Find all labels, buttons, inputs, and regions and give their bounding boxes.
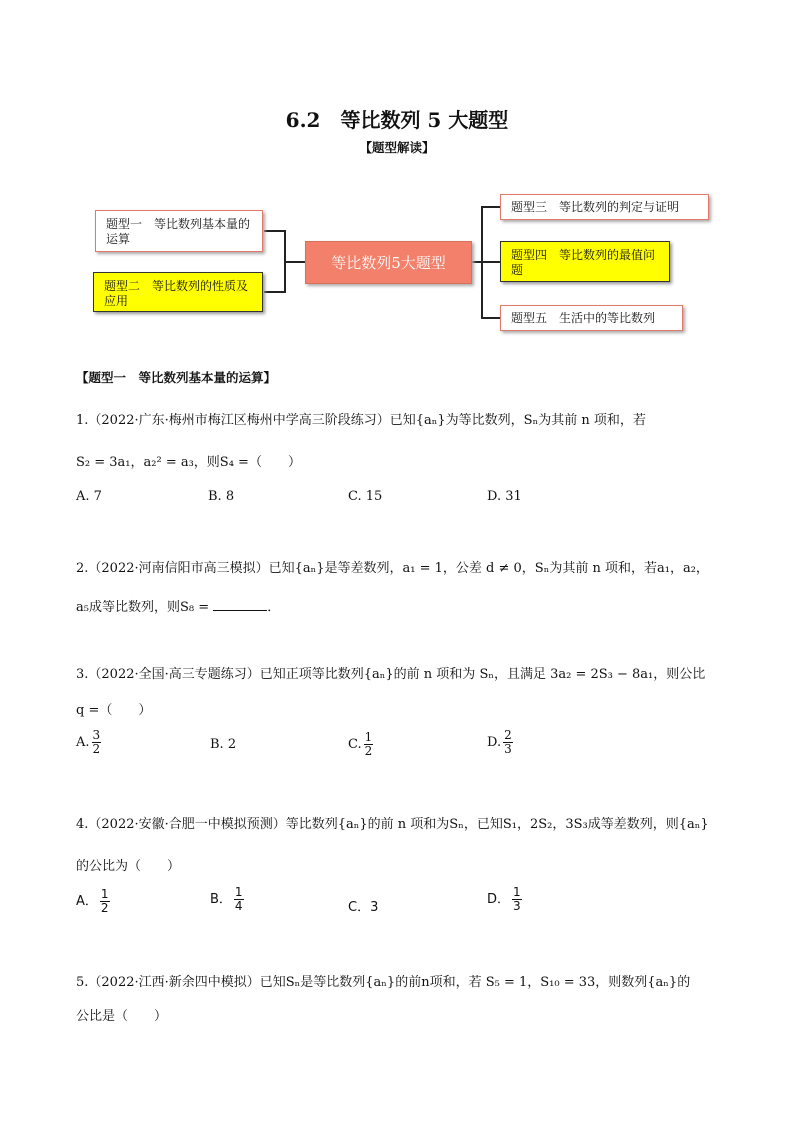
q3-option-a: A. $\frac{3}{2}$ bbox=[76, 728, 101, 756]
q5-line2: 公比是（ ） bbox=[76, 1009, 168, 1024]
q1-option-b: B. 8 bbox=[208, 489, 235, 504]
q4-option-a: A． $\frac{1}{2}$ bbox=[76, 887, 109, 915]
section-heading: 【题型一 等比数列基本量的运算】 bbox=[76, 370, 277, 385]
mindmap-node-type2: 题型二 等比数列的性质及应用 bbox=[93, 272, 263, 312]
q1-option-c: C. 15 bbox=[348, 489, 383, 504]
page-subtitle: 【题型解读】 bbox=[359, 140, 435, 155]
q5-line1: 5.（2022·江西·新余四中模拟）已知Sₙ是等比数列{aₙ}的前n项和，若 S₅ = 1，S₁₀ = 33，则数列{aₙ}的 bbox=[76, 975, 691, 990]
q4-line1: 4.（2022·安徽·合肥一中模拟预测）等比数列{aₙ}的前 n 项和为Sₙ，已知S₁，2S₂，3S₃成等差数列，则{aₙ} bbox=[76, 817, 709, 832]
q2-answer-blank[interactable] bbox=[213, 600, 267, 611]
page-title: 6.2 等比数列 5 大题型 bbox=[285, 108, 509, 132]
q4-option-c: C．3 bbox=[348, 900, 379, 915]
q3-line2: q =（ ） bbox=[76, 703, 152, 718]
q3-line1: 3.（2022·全国·高三专题练习）已知正项等比数列{aₙ}的前 n 项和为 Sₙ，且满足 3a₂ = 2S₃ − 8a₁，则公比 bbox=[76, 667, 706, 682]
q3-option-c: C. $\frac{1}{2}$ bbox=[348, 730, 373, 758]
q4-line2: 的公比为（ ） bbox=[76, 859, 181, 874]
q3-option-b: B. 2 bbox=[210, 737, 237, 752]
q2-line2-text: a₅成等比数列，则S₈ = bbox=[76, 600, 210, 615]
q1-line2: S₂ = 3a₁，a₂² = a₃，则S₄ =（ ） bbox=[76, 455, 301, 470]
q4-option-d: D． $\frac{1}{3}$ bbox=[487, 885, 521, 913]
left-bracket-line bbox=[264, 231, 285, 292]
q2-line2-end: ． bbox=[267, 600, 281, 615]
q1-line1: 1.（2022·广东·梅州市梅江区梅州中学高三阶段练习）已知{aₙ}为等比数列，Sₙ为其前 n 项和，若 bbox=[76, 413, 646, 428]
mindmap-node-type5: 题型五 生活中的等比数列 bbox=[500, 305, 683, 331]
q1-option-a: A. 7 bbox=[76, 489, 102, 504]
q4-option-b: B． $\frac{1}{4}$ bbox=[210, 885, 243, 913]
q2-line1: 2.（2022·河南信阳市高三模拟）已知{aₙ}是等差数列，a₁ = 1，公差 d ≠ 0，Sₙ为其前 n 项和，若a₁，a₂， bbox=[76, 561, 709, 576]
mindmap-node-type1: 题型一 等比数列基本量的运算 bbox=[95, 210, 263, 252]
q3-option-d: D. $\frac{2}{3}$ bbox=[487, 728, 512, 756]
mindmap-center-node: 等比数列5大题型 bbox=[305, 241, 472, 284]
q1-option-d: D. 31 bbox=[487, 489, 522, 504]
q2-line2 bbox=[76, 596, 280, 615]
mindmap-node-type4: 题型四 等比数列的最值问题 bbox=[500, 241, 670, 282]
mindmap-node-type3: 题型三 等比数列的判定与证明 bbox=[500, 194, 709, 220]
